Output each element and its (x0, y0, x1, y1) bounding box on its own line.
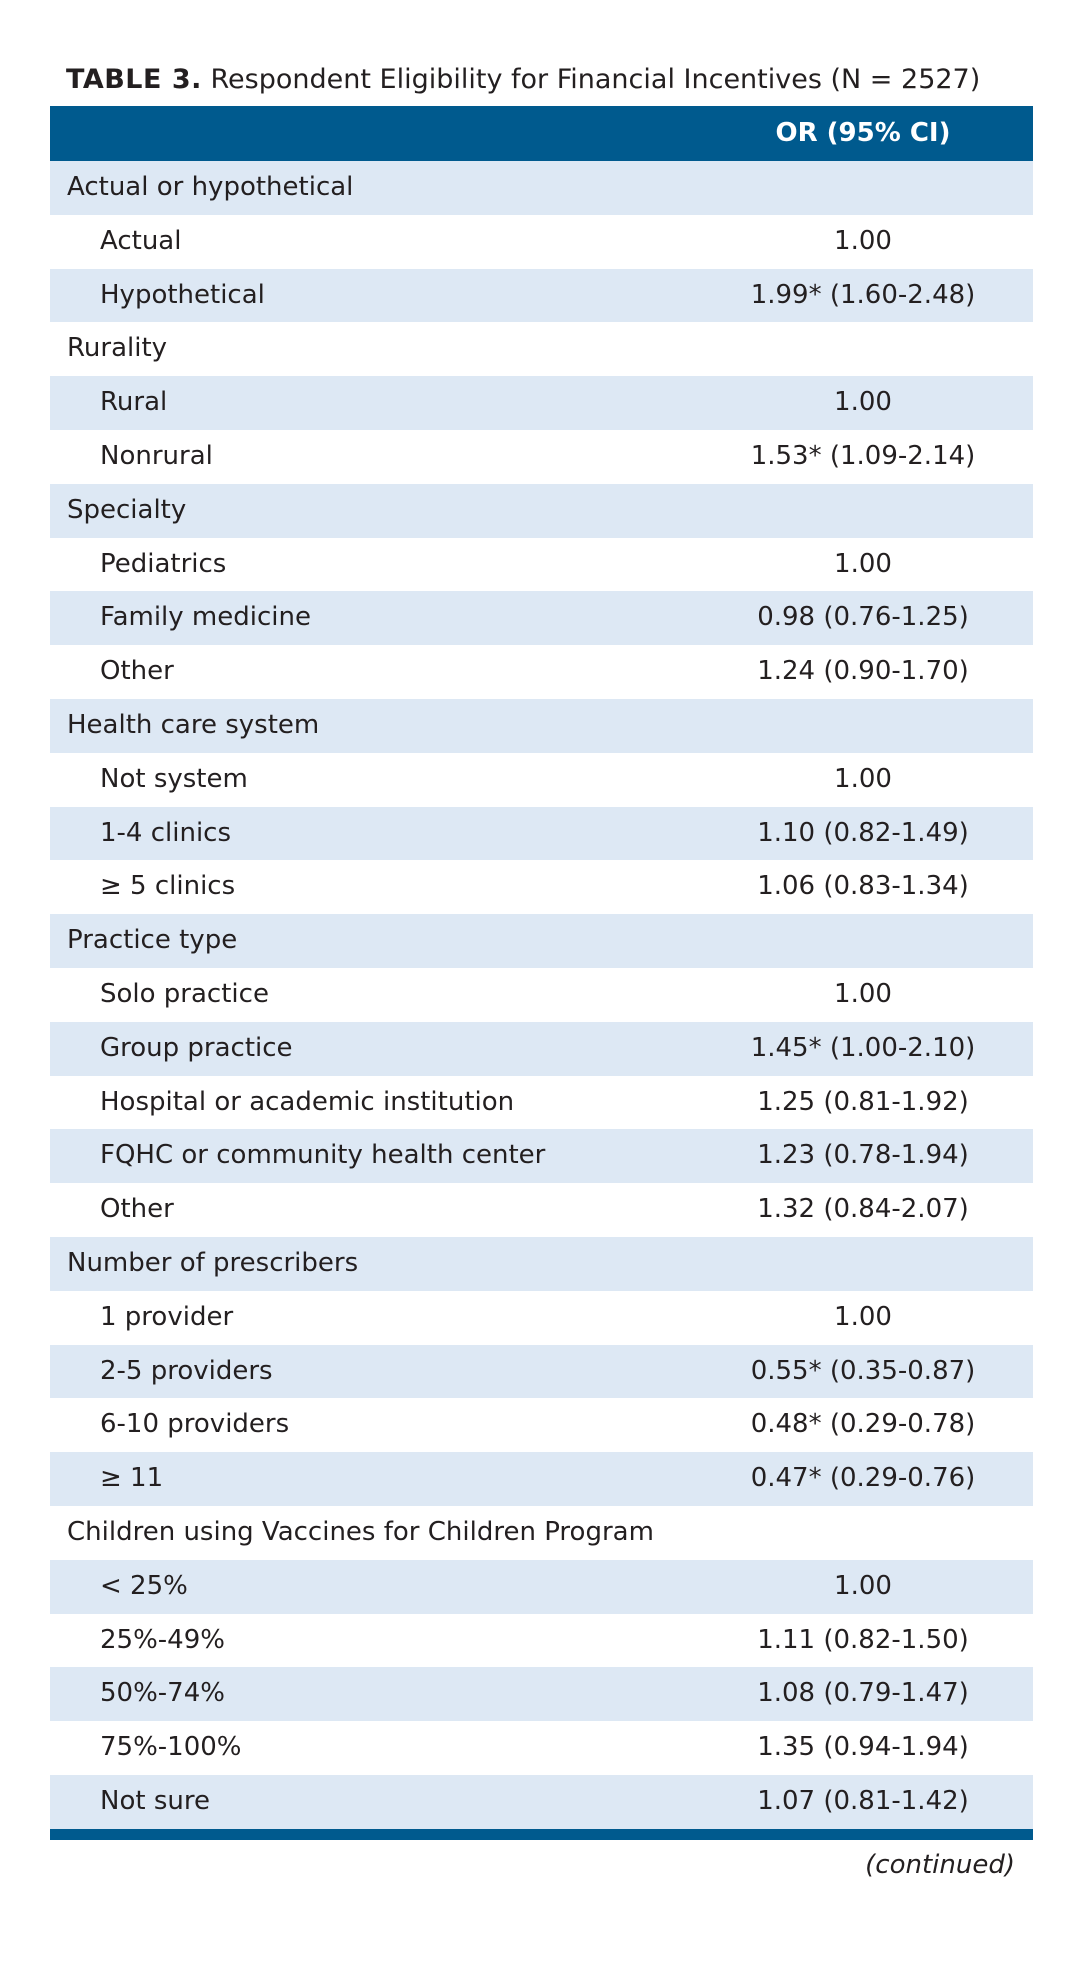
table-row (50, 1129, 1033, 1183)
row-label: Family medicine (100, 602, 311, 633)
table-row (50, 1667, 1033, 1721)
row-label: ≥ 5 clinics (100, 871, 236, 902)
row-label: FQHC or community health center (100, 1140, 546, 1171)
table-row (50, 860, 1033, 914)
category-label: Children using Vaccines for Children Program (67, 1516, 654, 1547)
table-row (50, 1560, 1033, 1614)
table-title: Respondent Eligibility for Financial Incentives (N = 2527) (210, 64, 981, 95)
table-row (50, 1721, 1033, 1775)
table-row (50, 645, 1033, 699)
table-row (50, 1398, 1033, 1452)
row-label: Not system (100, 763, 248, 794)
odds-ratio-value: 1.53* (1.09-2.14) (750, 440, 976, 471)
odds-ratio-value: 1.00 (834, 1301, 892, 1332)
row-label: Not sure (100, 1785, 210, 1816)
table-body (50, 161, 1033, 1829)
odds-ratio-value: 0.48* (0.29-0.78) (750, 1409, 976, 1440)
row-label: Hypothetical (100, 279, 265, 310)
row-label: < 25% (100, 1570, 188, 1601)
table-row (50, 591, 1033, 645)
odds-ratio-value: 1.07 (0.81-1.42) (757, 1785, 969, 1816)
category-label: Health care system (67, 709, 320, 740)
odds-ratio-value: 1.25 (0.81-1.92) (757, 1086, 969, 1117)
table-row (50, 968, 1033, 1022)
odds-ratio-value: 0.47* (0.29-0.76) (750, 1463, 976, 1494)
data-table (50, 106, 1033, 1840)
category-label: Specialty (67, 494, 187, 525)
table-caption (66, 60, 980, 100)
odds-ratio-value: 1.23 (0.78-1.94) (757, 1140, 969, 1171)
row-label: 2-5 providers (100, 1355, 273, 1386)
category-row (50, 914, 1033, 968)
odds-ratio-value: 1.10 (0.82-1.49) (757, 817, 969, 848)
row-label: 1-4 clinics (100, 817, 232, 848)
category-label: Practice type (67, 925, 238, 956)
category-row (50, 161, 1033, 215)
odds-ratio-value: 1.24 (0.90-1.70) (757, 656, 969, 687)
odds-ratio-value: 1.00 (834, 763, 892, 794)
category-label: Number of prescribers (67, 1247, 359, 1278)
row-label: Nonrural (100, 440, 213, 471)
continued-note: (continued) (865, 1850, 1015, 1880)
table-row (50, 807, 1033, 861)
table-header (50, 106, 1033, 161)
table-row (50, 1614, 1033, 1668)
table-row (50, 1452, 1033, 1506)
row-label: Group practice (100, 1032, 293, 1063)
odds-ratio-value: 1.00 (834, 978, 892, 1009)
odds-ratio-value: 1.11 (0.82-1.50) (757, 1624, 969, 1655)
header-or-column: OR (95% CI) (775, 118, 951, 148)
odds-ratio-value: 1.00 (834, 1570, 892, 1601)
row-label: Other (100, 656, 174, 687)
odds-ratio-value: 1.00 (834, 548, 892, 579)
row-label: Actual (100, 225, 182, 256)
odds-ratio-value: 1.45* (1.00-2.10) (750, 1032, 976, 1063)
table-row (50, 538, 1033, 592)
row-label: 1 provider (100, 1301, 234, 1332)
category-row (50, 1506, 1033, 1560)
category-label: Actual or hypothetical (67, 172, 354, 202)
category-row (50, 484, 1033, 538)
row-label: 25%-49% (100, 1624, 225, 1655)
odds-ratio-value: 1.99* (1.60-2.48) (750, 279, 976, 310)
row-label: ≥ 11 (100, 1463, 164, 1494)
table-row (50, 1022, 1033, 1076)
odds-ratio-value: 0.98 (0.76-1.25) (757, 602, 969, 633)
table-row (50, 1183, 1033, 1237)
category-label: Rurality (67, 333, 168, 364)
category-row (50, 1237, 1033, 1291)
row-label: 50%-74% (100, 1678, 225, 1709)
category-row (50, 322, 1033, 376)
odds-ratio-value: 0.55* (0.35-0.87) (750, 1355, 976, 1386)
table-label: TABLE 3. (66, 64, 202, 95)
table-row (50, 215, 1033, 269)
odds-ratio-value: 1.08 (0.79-1.47) (757, 1678, 969, 1709)
table-bottom-rule (50, 1829, 1033, 1840)
row-label: 6-10 providers (100, 1409, 290, 1440)
table-row (50, 1076, 1033, 1130)
row-label: Other (100, 1194, 174, 1225)
row-label: 75%-100% (100, 1732, 242, 1763)
row-label: Rural (100, 387, 168, 418)
odds-ratio-value: 1.32 (0.84-2.07) (757, 1194, 969, 1225)
row-label: Hospital or academic institution (100, 1086, 515, 1117)
table-row (50, 753, 1033, 807)
table-row (50, 1775, 1033, 1829)
category-row (50, 699, 1033, 753)
table-row (50, 376, 1033, 430)
odds-ratio-value: 1.06 (0.83-1.34) (757, 871, 969, 902)
odds-ratio-value: 1.00 (834, 225, 892, 256)
table-row (50, 1291, 1033, 1345)
odds-ratio-value: 1.00 (834, 387, 892, 418)
odds-ratio-value: 1.35 (0.94-1.94) (757, 1732, 969, 1763)
row-label: Pediatrics (100, 548, 227, 579)
table-row (50, 430, 1033, 484)
table-row (50, 1345, 1033, 1399)
table-row (50, 269, 1033, 323)
row-label: Solo practice (100, 978, 269, 1009)
